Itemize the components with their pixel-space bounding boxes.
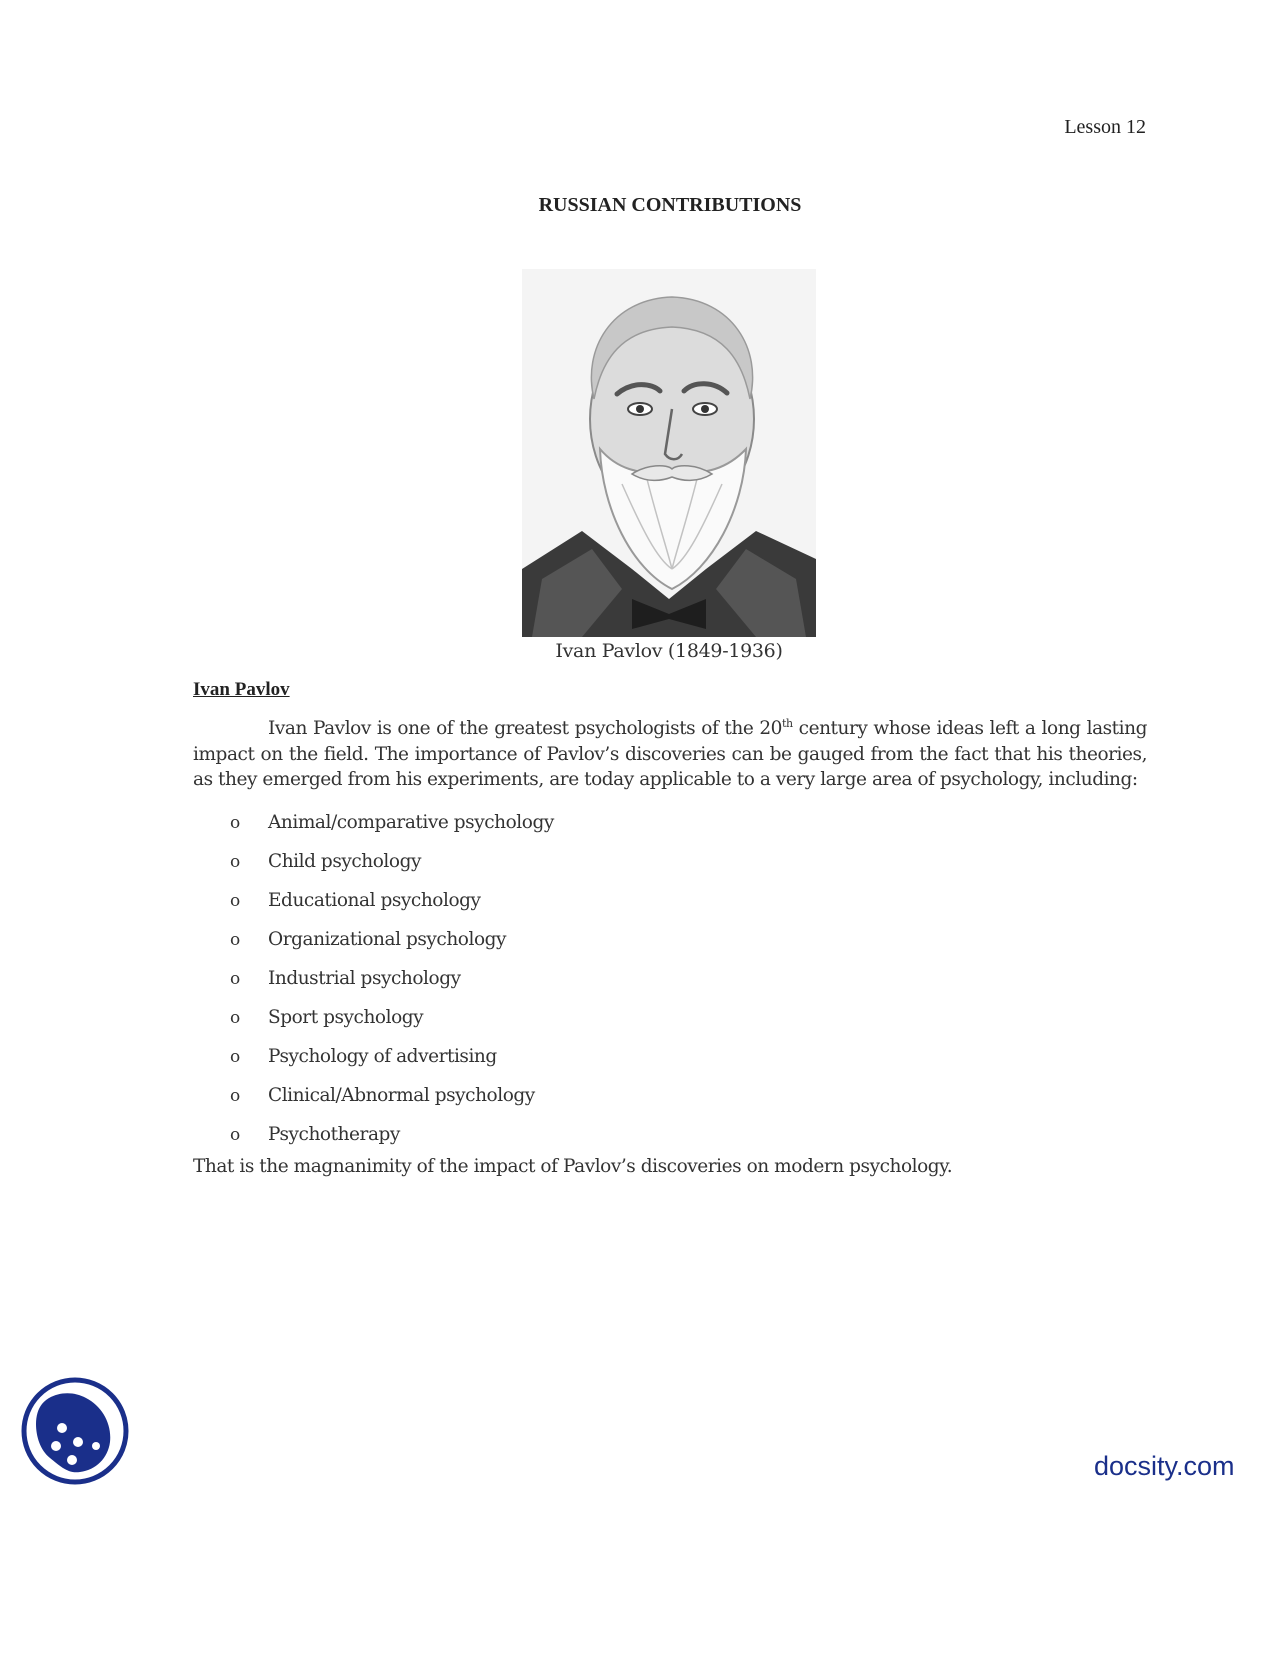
section-heading: Ivan Pavlov	[193, 679, 290, 700]
lesson-number: Lesson 12	[1064, 116, 1146, 138]
bullet-marker: o	[230, 1007, 240, 1028]
list-item	[230, 959, 554, 998]
list-item-label: Sport psychology	[268, 1007, 424, 1028]
list-item-label: Child psychology	[268, 851, 421, 872]
list-item-label: Animal/comparative psychology	[268, 812, 554, 833]
bullet-marker: o	[230, 890, 240, 911]
list-item	[230, 1076, 554, 1115]
portrait-image	[522, 269, 816, 637]
intro-paragraph	[193, 716, 1147, 793]
para-text-end: century whose ideas left a long lasting impact on the field. The importance of Pavlov’s discoveries can be gauged from the fact that his theories, as they emerged from his experiments, are today applicable to a very large area of psychology, including:	[193, 718, 1147, 790]
closing-paragraph: That is the magnanimity of the impact of Pavlov’s discoveries on modern psychology.	[193, 1156, 953, 1177]
list-item	[230, 803, 554, 842]
bullet-marker: o	[230, 929, 240, 950]
bullet-marker: o	[230, 851, 240, 872]
list-item	[230, 1037, 554, 1076]
list-item-label: Organizational psychology	[268, 929, 507, 950]
applications-list	[230, 803, 554, 1154]
list-item	[230, 881, 554, 920]
list-item	[230, 920, 554, 959]
portrait-caption: Ivan Pavlov (1849-1936)	[555, 640, 783, 662]
docsity-logo-icon[interactable]	[20, 1376, 130, 1486]
bullet-marker: o	[230, 968, 240, 989]
list-item-label: Psychotherapy	[268, 1124, 400, 1145]
list-item	[230, 1115, 554, 1154]
page-title: RUSSIAN CONTRIBUTIONS	[538, 194, 802, 216]
bullet-marker: o	[230, 1046, 240, 1067]
list-item-label: Psychology of advertising	[268, 1046, 497, 1067]
list-item-label: Educational psychology	[268, 890, 481, 911]
docsity-link[interactable]: docsity.com	[1094, 1451, 1235, 1481]
bullet-marker: o	[230, 1085, 240, 1106]
para-text-start: Ivan Pavlov is one of the greatest psychologists of the 20	[268, 718, 783, 739]
ordinal-suffix: th	[782, 716, 793, 730]
list-item-label: Clinical/Abnormal psychology	[268, 1085, 535, 1106]
bullet-marker: o	[230, 1124, 240, 1145]
list-item	[230, 842, 554, 881]
bullet-marker: o	[230, 812, 240, 833]
list-item	[230, 998, 554, 1037]
list-item-label: Industrial psychology	[268, 968, 461, 989]
